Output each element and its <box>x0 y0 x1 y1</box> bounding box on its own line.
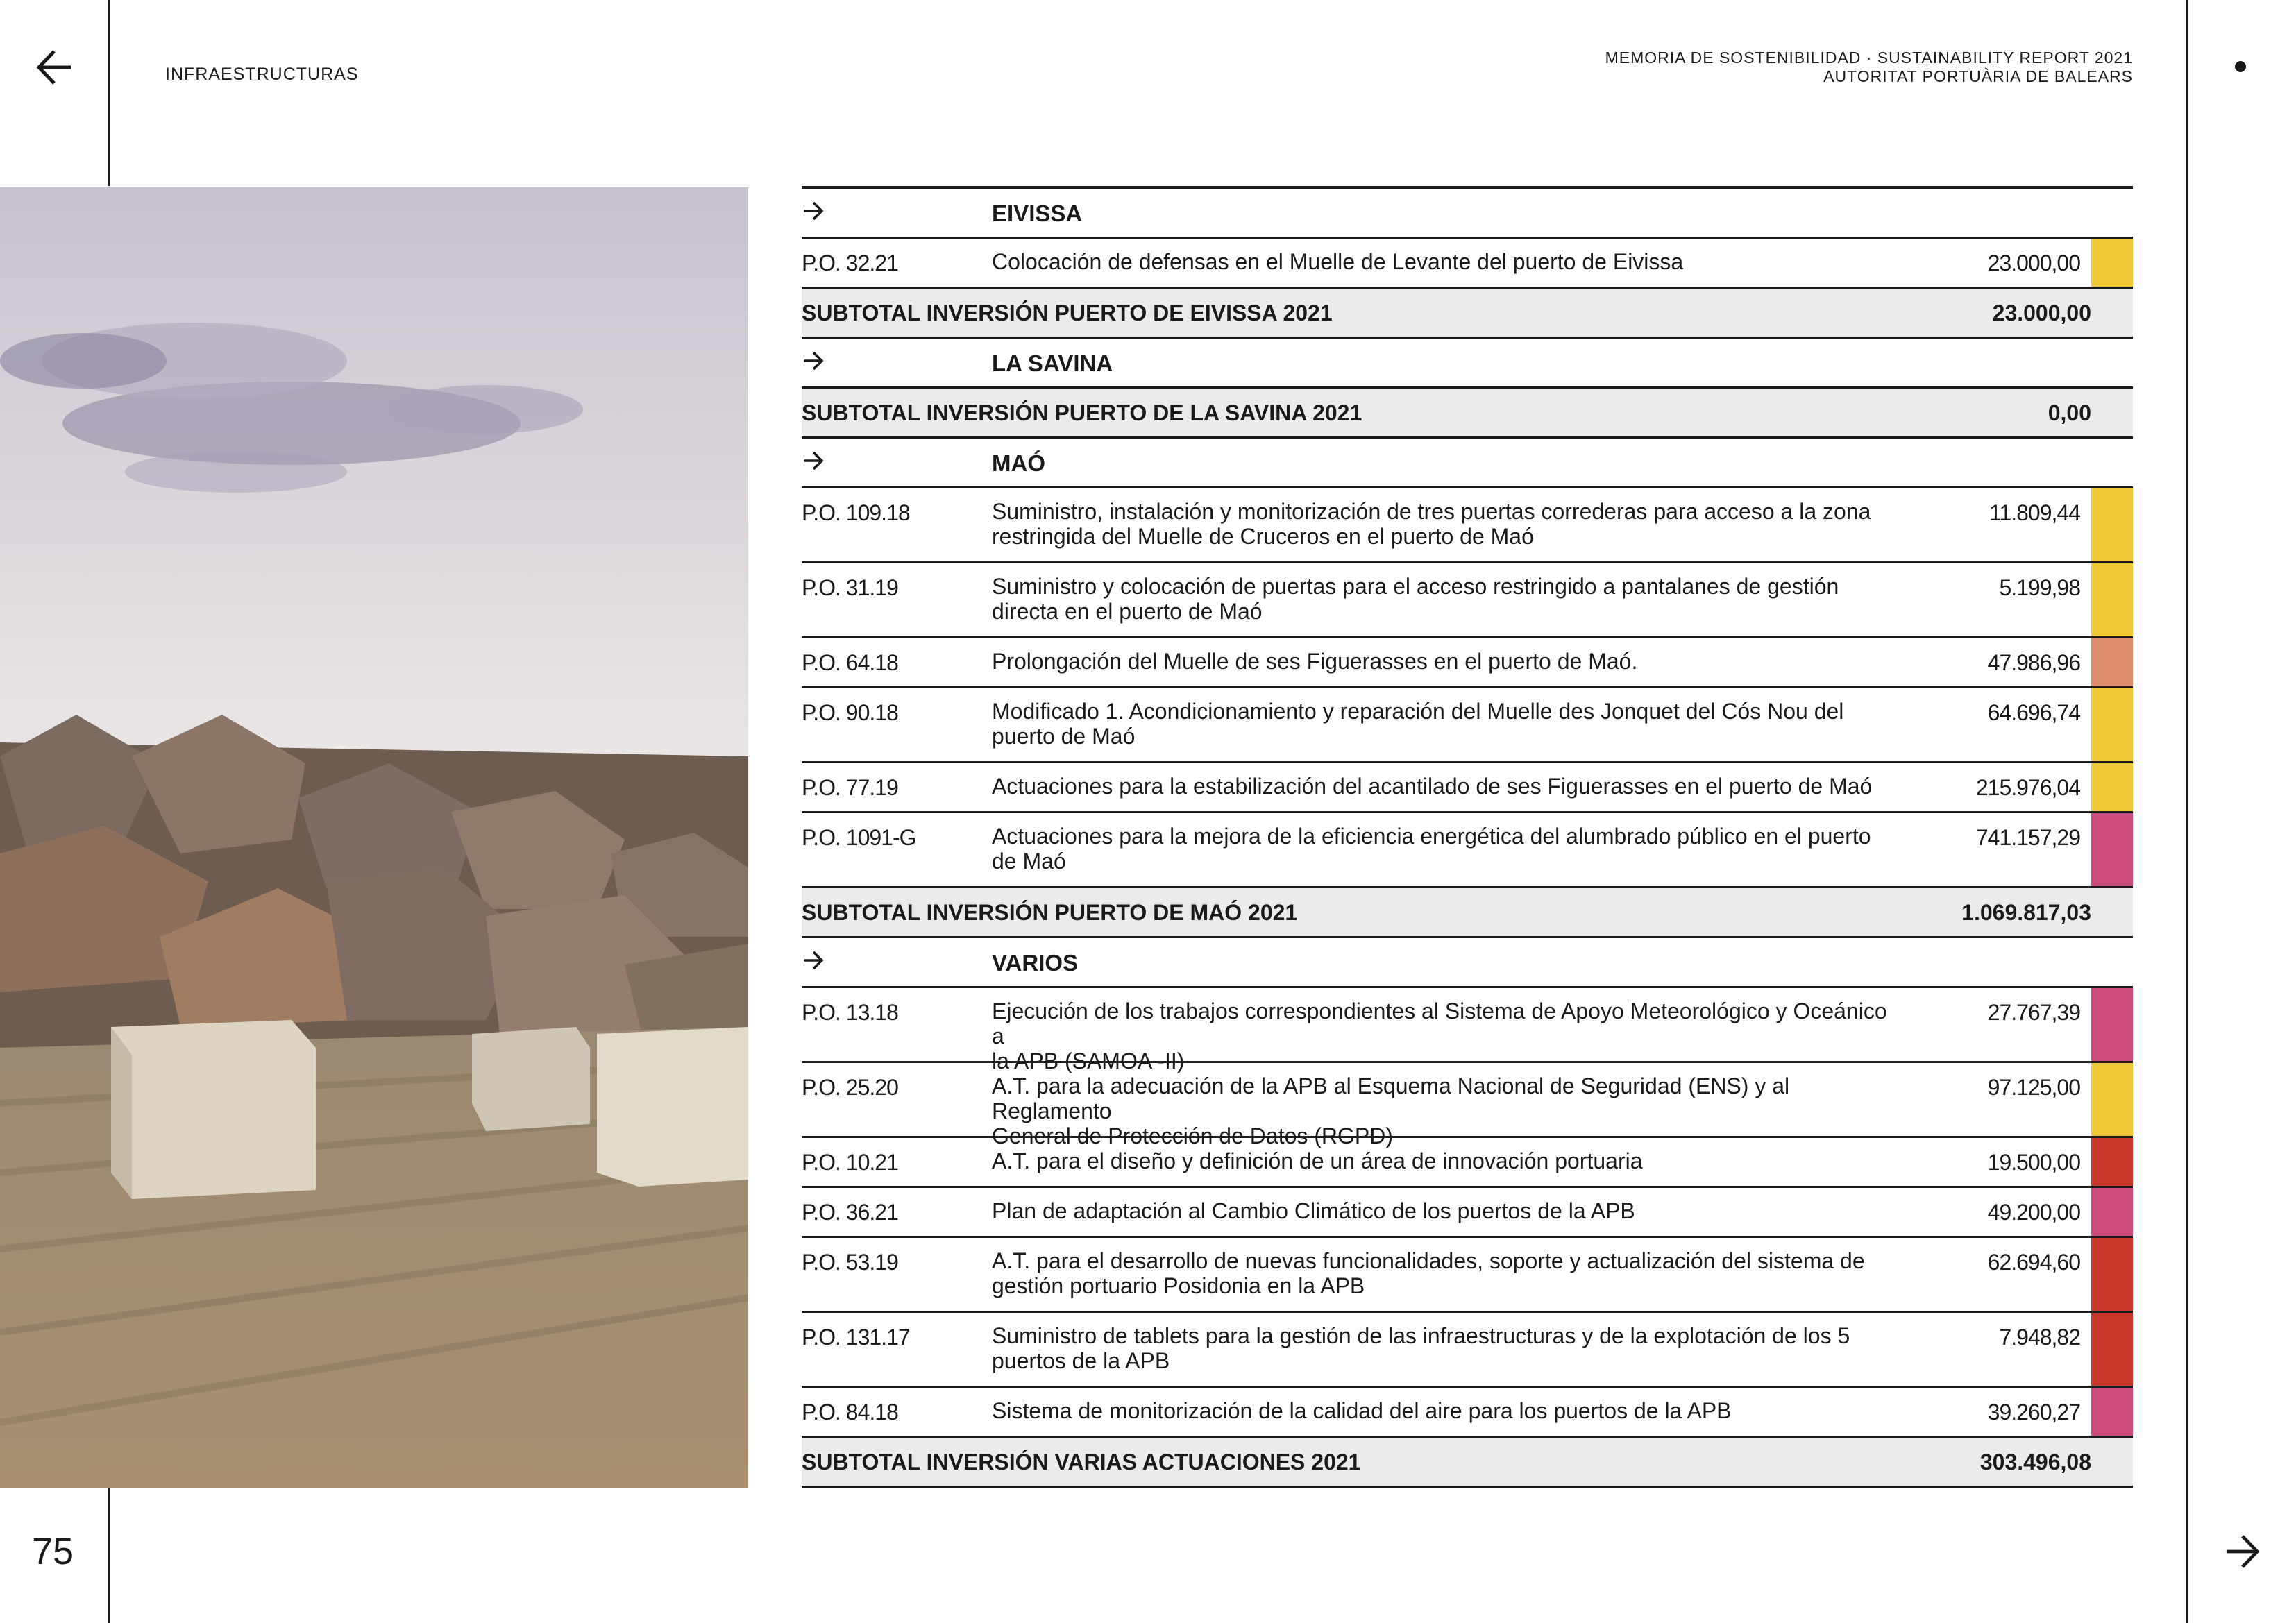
project-description <box>992 249 1894 274</box>
section-name: EIVISSA <box>992 201 1083 226</box>
project-code: P.O. 90.18 <box>802 700 898 725</box>
amount-value: 39.260,27 <box>1987 1400 2080 1425</box>
project-code: P.O. 13.18 <box>802 1000 898 1025</box>
project-description <box>992 1248 1894 1298</box>
table-row <box>802 1238 2133 1313</box>
category-color-swatch <box>2091 813 2133 886</box>
table-row <box>802 988 2133 1073</box>
project-description <box>992 574 1894 624</box>
table-row <box>802 688 2133 763</box>
description-line: Actuaciones para la mejora de la eficiencia energética del alumbrado público en el puerto <box>992 824 1871 849</box>
amount-value: 215.976,04 <box>1975 775 2080 800</box>
subtotal-label: SUBTOTAL INVERSIÓN VARIAS ACTUACIONES 2021 <box>802 1450 1361 1475</box>
amount-value: 49.200,00 <box>1987 1200 2080 1225</box>
subtotal-amount: 0,00 <box>2048 400 2091 425</box>
project-description <box>992 1398 1894 1423</box>
arrow-right-icon <box>802 949 824 971</box>
category-color-swatch <box>2091 1138 2133 1186</box>
description-line: A.T. para el desarrollo de nuevas funcionalidades, soporte y actualización del sistema de <box>992 1248 1865 1273</box>
description-line: Suministro de tablets para la gestión de las infraestructuras y de la explotación de los 5 <box>992 1323 1850 1348</box>
description-line: directa en el puerto de Maó <box>992 599 1263 624</box>
description-line: Plan de adaptación al Cambio Climático de los puertos de la APB <box>992 1198 1635 1223</box>
description-line: Prolongación del Muelle de ses Figuerasses en el puerto de Maó. <box>992 649 1638 674</box>
project-description <box>992 774 1894 799</box>
description-line: Colocación de defensas en el Muelle de Levante del puerto de Eivissa <box>992 249 1684 274</box>
back-arrow-icon[interactable] <box>36 49 74 86</box>
category-color-swatch <box>2091 688 2133 761</box>
project-code: P.O. 84.18 <box>802 1400 898 1425</box>
project-code: P.O. 10.21 <box>802 1150 898 1175</box>
page-number: 75 <box>32 1531 74 1572</box>
subtotal-amount: 1.069.817,03 <box>1961 900 2091 925</box>
description-line: puertos de la APB <box>992 1348 1170 1373</box>
project-code: P.O. 25.20 <box>802 1075 898 1100</box>
description-line: de Maó <box>992 849 1066 874</box>
project-description <box>992 649 1894 674</box>
project-description <box>992 1198 1894 1223</box>
project-code: P.O. 32.21 <box>802 250 898 275</box>
category-color-swatch <box>2091 988 2133 1061</box>
table-row <box>802 239 2133 289</box>
table-row <box>802 1388 2133 1438</box>
menu-dot-icon[interactable] <box>2235 61 2246 72</box>
project-description <box>992 824 1894 874</box>
description-line: restringida del Muelle de Cruceros en el puerto de Maó <box>992 524 1534 549</box>
subtotal-row <box>802 1438 2133 1488</box>
table-row <box>802 1188 2133 1238</box>
coastal-photo <box>0 187 748 1488</box>
category-color-swatch <box>2091 763 2133 811</box>
next-arrow-icon[interactable] <box>2224 1533 2260 1570</box>
subtotal-label: SUBTOTAL INVERSIÓN PUERTO DE MAÓ 2021 <box>802 900 1298 925</box>
project-description <box>992 1148 1894 1173</box>
section-name: VARIOS <box>992 950 1079 976</box>
subtotal-row <box>802 389 2133 439</box>
amount-value: 741.157,29 <box>1975 825 2080 850</box>
category-color-swatch <box>2091 1188 2133 1236</box>
table-row <box>802 1313 2133 1388</box>
table-row <box>802 763 2133 813</box>
project-code: P.O. 36.21 <box>802 1200 898 1225</box>
project-code: P.O. 31.19 <box>802 575 898 600</box>
category-color-swatch <box>2091 1313 2133 1386</box>
subtotal-row <box>802 289 2133 339</box>
subtotal-amount: 23.000,00 <box>1992 300 2091 325</box>
amount-value: 62.694,60 <box>1987 1250 2080 1275</box>
project-description <box>992 699 1894 749</box>
arrow-right-icon <box>802 350 824 372</box>
amount-value: 19.500,00 <box>1987 1150 2080 1175</box>
subtotal-row <box>802 888 2133 938</box>
report-header <box>1605 49 2133 86</box>
arrow-right-icon <box>802 200 824 222</box>
section-name: MAÓ <box>992 450 1045 476</box>
table-row <box>802 638 2133 688</box>
description-line: gestión portuario Posidonia en la APB <box>992 1273 1365 1298</box>
amount-value: 27.767,39 <box>1987 1000 2080 1025</box>
project-code: P.O. 64.18 <box>802 650 898 675</box>
table-row <box>802 813 2133 888</box>
left-margin-line-bottom <box>108 1488 110 1623</box>
table-row <box>802 1138 2133 1188</box>
section-label: INFRAESTRUCTURAS <box>165 65 359 84</box>
subtotal-label: SUBTOTAL INVERSIÓN PUERTO DE EIVISSA 2021 <box>802 300 1333 325</box>
category-color-swatch <box>2091 488 2133 561</box>
arrow-right-icon <box>802 450 824 472</box>
table-row <box>802 488 2133 563</box>
report-title: MEMORIA DE SOSTENIBILIDAD · SUSTAINABILITY REPORT 2021 <box>1605 49 2133 67</box>
category-color-swatch <box>2091 563 2133 636</box>
project-code: P.O. 53.19 <box>802 1250 898 1275</box>
description-line: puerto de Maó <box>992 724 1136 749</box>
project-description <box>992 1073 1894 1148</box>
left-margin-line-top <box>108 0 110 186</box>
section-header-row <box>802 189 2133 239</box>
amount-value: 97.125,00 <box>1987 1075 2080 1100</box>
amount-value: 5.199,98 <box>1999 575 2080 600</box>
amount-value: 47.986,96 <box>1987 650 2080 675</box>
description-line: Actuaciones para la estabilización del acantilado de ses Figuerasses en el puerto de Maó <box>992 774 1873 799</box>
description-line: la APB (SAMOA -II) <box>992 1048 1185 1073</box>
project-description <box>992 1323 1894 1373</box>
project-description <box>992 999 1894 1073</box>
description-line: Sistema de monitorización de la calidad del aire para los puertos de la APB <box>992 1398 1732 1423</box>
category-color-swatch <box>2091 1063 2133 1136</box>
amount-value: 64.696,74 <box>1987 700 2080 725</box>
description-line: Ejecución de los trabajos correspondientes al Sistema de Apoyo Meteorológico y Oceánico a <box>992 999 1887 1048</box>
description-line: A.T. para el diseño y definición de un área de innovación portuaria <box>992 1148 1643 1173</box>
right-margin-line <box>2186 0 2188 1623</box>
category-color-swatch <box>2091 1388 2133 1436</box>
description-line: Modificado 1. Acondicionamiento y reparación del Muelle des Jonquet del Cós Nou del <box>992 699 1844 724</box>
table-row <box>802 563 2133 638</box>
project-code: P.O. 131.17 <box>802 1325 910 1350</box>
section-header-row <box>802 938 2133 988</box>
category-color-swatch <box>2091 638 2133 686</box>
project-description <box>992 499 1894 549</box>
category-color-swatch <box>2091 239 2133 287</box>
section-name: LA SAVINA <box>992 350 1113 376</box>
project-code: P.O. 1091-G <box>802 825 916 850</box>
subtotal-amount: 303.496,08 <box>1980 1450 2091 1475</box>
table-row <box>802 1063 2133 1148</box>
project-code: P.O. 109.18 <box>802 500 910 525</box>
description-line: Suministro, instalación y monitorización de tres puertas correderas para acceso a la zona <box>992 499 1871 524</box>
amount-value: 7.948,82 <box>1999 1325 2080 1350</box>
amount-value: 23.000,00 <box>1987 250 2080 275</box>
amount-value: 11.809,44 <box>1989 500 2080 525</box>
project-code: P.O. 77.19 <box>802 775 898 800</box>
report-organization: AUTORITAT PORTUÀRIA DE BALEARS <box>1823 67 2133 85</box>
description-line: A.T. para la adecuación de la APB al Esquema Nacional de Seguridad (ENS) y al Reglamento <box>992 1073 1790 1123</box>
category-color-swatch <box>2091 1238 2133 1311</box>
section-header-row <box>802 439 2133 488</box>
description-line: General de Protección de Datos (RGPD) <box>992 1123 1394 1148</box>
investment-table <box>802 186 2133 1488</box>
subtotal-label: SUBTOTAL INVERSIÓN PUERTO DE LA SAVINA 2021 <box>802 400 1362 425</box>
description-line: Suministro y colocación de puertas para el acceso restringido a pantalanes de gestión <box>992 574 1839 599</box>
section-header-row <box>802 339 2133 389</box>
